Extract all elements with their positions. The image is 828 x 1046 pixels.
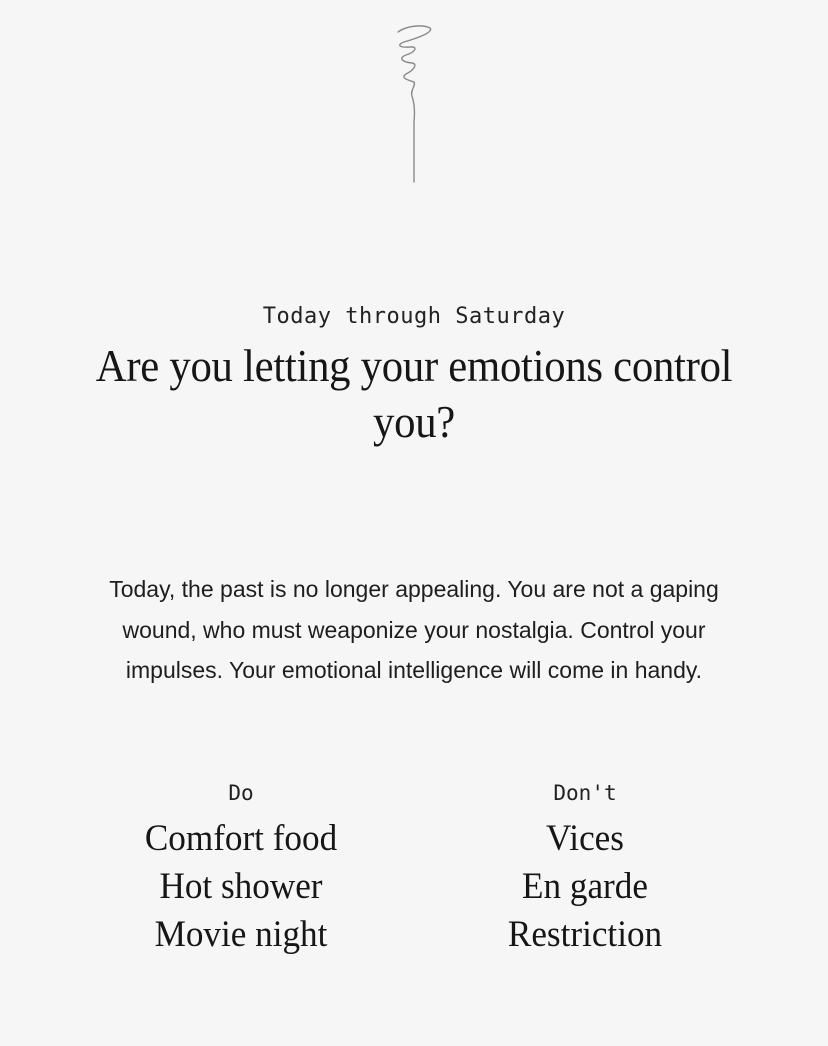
dont-item: Restriction [507, 914, 663, 955]
do-column [91, 778, 391, 959]
reading-text: Today, the past is no longer appealing. You are not a gaping wound, who must weaponize your nostalgia. Control your impulses. Your emotional intelligence will come in handy. [109, 576, 719, 683]
dont-list [435, 815, 735, 959]
date-range-label: Today through Saturday [262, 304, 566, 329]
do-label: Do [228, 781, 254, 805]
dont-item: Vices [546, 818, 624, 859]
headline: Are you letting your emotions control you? [95, 341, 733, 447]
dont-item: En garde [522, 866, 648, 907]
dont-column [435, 778, 735, 959]
dont-label: Don't [553, 781, 617, 805]
do-list [91, 815, 391, 959]
squiggle-line-icon [388, 22, 438, 184]
do-item: Movie night [154, 914, 328, 955]
do-item: Hot shower [159, 866, 323, 907]
do-item: Comfort food [144, 818, 338, 859]
